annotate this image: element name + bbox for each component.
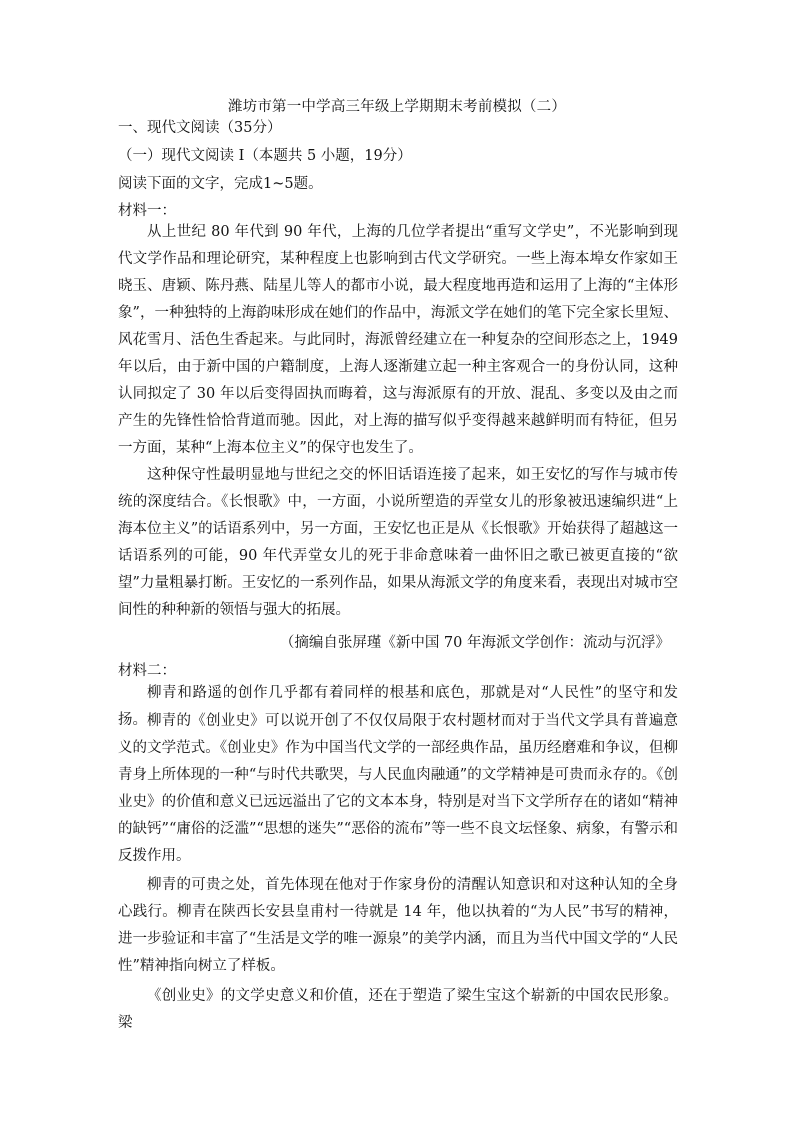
material-one-label: 材料一：	[118, 203, 176, 219]
section-heading: 一、现代文阅读（35分）	[118, 120, 282, 136]
material-two-paragraph: 柳青的《创业史》可以说开创了不仅仅局限于农村题材而对于当代文学具有普遍意义的文学范式。《创业史》作为中国当代文学的一部经典作品，虽历经磨难和争议，但柳青身上所体现的一种“与时代共歌哭，与人民血肉融通”的文学精神是可贵而永存的。《创业史》的价值和意义已远远溢出了它的文本本身，特别是对当下文学所存在的诸如“精神的缺钙”“庸俗的泛滥”“思想的迷失”“恶俗的流布”等一些不良文坛怪象、病象，有警示和反拨作用。	[118, 713, 678, 864]
reading-instruction: 阅读下面的文字，完成1~5题。	[118, 176, 323, 192]
material-two-paragraph: 《创业史》的文学史意义和价值，还在于塑造了梁生宝这个崭新的中国农民形象。梁	[118, 988, 678, 1031]
material-two-paragraph: 柳青和路遥的创作几乎都有着同样的根基和底色，那就是对“人民性”的坚守和发扬。	[118, 685, 678, 728]
subsection-heading: （一）现代文阅读 I（本题共 5 小题，19分）	[118, 148, 412, 164]
material-one-paragraph: 这种保守性最明显地与世纪之交的怀旧话语连接了起来，如王安忆的写作与城市传统的深度结合。《长恨歌》中，一方面，小说所塑造的弄堂女儿的形象被迅速编织进“上海本位主义”的话语系列中，另一方面，王安忆也正是从《长恨歌》开始获得了超越这一话语系列的可能，90 年代弄堂女儿的死于非命意味着一曲怀旧之歌已被更直接的“欲望”力量粗暴打断。王安忆的一系列作品，如果从海派文学的角度来看，表现出对城市空间性的种种新的领悟与强大的拓展。	[118, 467, 678, 618]
material-two-label: 材料二：	[118, 663, 176, 679]
material-one-source: （摘编自张屏瑾《新中国 70 年海派文学创作：流动与沉浮》	[279, 635, 670, 651]
material-one-paragraph: 从上世纪 80 年代到 90 年代，上海的几位学者提出“重写文学史”，不光影响到现代文学作品和理论研究，某种程度上也影响到古代文学研究。一些上海本埠女作家如王晓玉、唐颖、陈丹燕、陆星儿等人的都市小说，最大程度地再造和运用了上海的“主体形象”，一种独特的上海韵味形成在她们的作品中，海派文学在她们的笔下完全家长里短、风花雪月、活色生香起来。与此同时，海派曾经建立在一种复杂的空间形态之上，1949 年以后，由于新中国的户籍制度，上海人逐渐建立起一种主客观合一的身份认同，这种认同拟定了 30 年以后变得固执而晦着，这与海派原有的开放、混乱、多变以及由之而产生的先锋性恰恰背道而驰。因此，对上海的描写似乎变得越来越鲜明而有特征，但另一方面，某种“上海本位主义”的保守也发生了。	[118, 224, 678, 456]
material-two-paragraph: 柳青的可贵之处，首先体现在他对于作家身份的清醒认知意识和对这种认知的全身心践行。柳青在陕西长安县皇甫村一待就是 14 年，他以执着的“为人民”书写的精神，进一步验证和丰富了“生活是文学的唯一源泉”的美学内涵，而且为当代中国文学的“人民性”精神指向树立了样板。	[118, 877, 678, 974]
exam-title: 潍坊市第一中学高三年级上学期期末考前模拟（二）	[227, 99, 567, 115]
